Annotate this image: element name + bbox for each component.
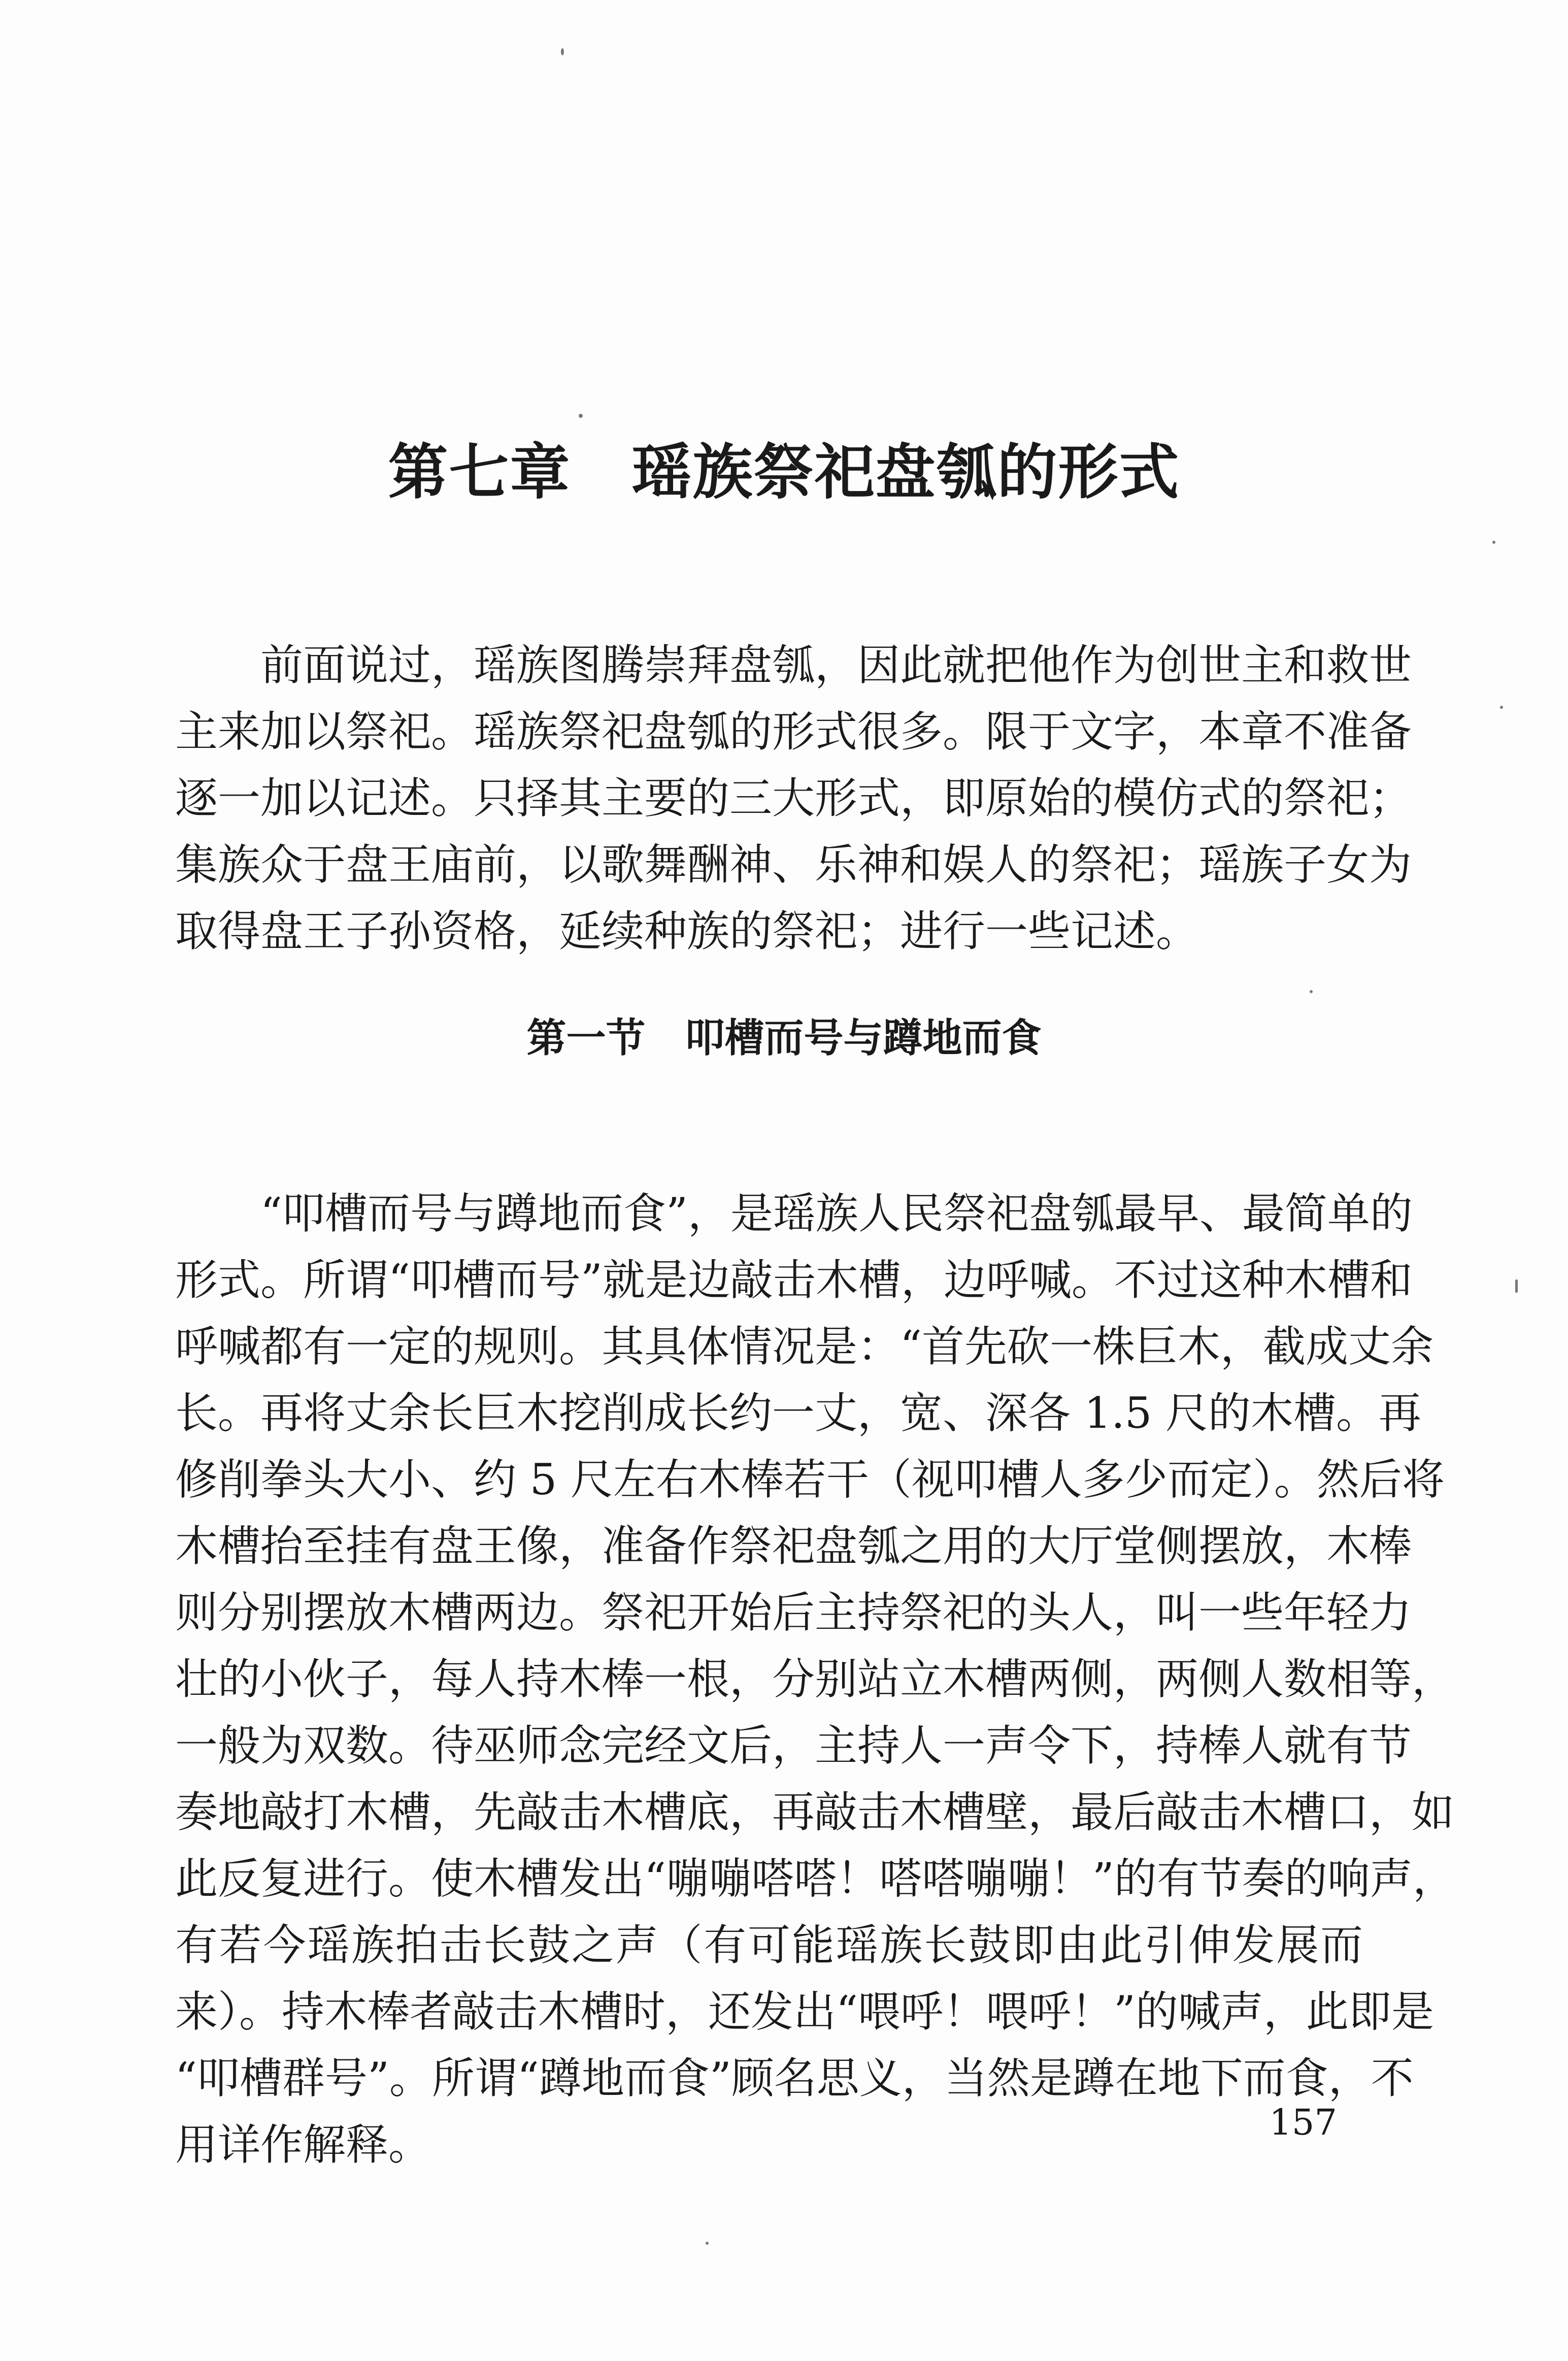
intro-paragraph [175, 632, 1412, 965]
intro-line: 主来加以祭祀。瑶族祭祀盘瓠的形式很多。限于文字，本章不准备 [175, 707, 1412, 757]
body-paragraph [175, 1180, 1455, 2178]
body-line: 木槽抬至挂有盘王像，准备作祭祀盘瓠之用的大厅堂侧摆放，木棒 [175, 1521, 1412, 1571]
intro-line: 取得盘王子孙资格，延续种族的祭祀；进行一些记述。 [175, 906, 1199, 956]
scan-speck [579, 414, 583, 418]
body-line: 则分别摆放木槽两边。祭祀开始后主持祭祀的头人，叫一些年轻力 [175, 1588, 1412, 1637]
body-line: 修削拳头大小、约 5 尺左右木棒若干（视叩槽人多少而定）。然后将 [175, 1455, 1445, 1504]
scan-speck [561, 48, 564, 55]
body-line: “叩槽而号与蹲地而食”，是瑶族人民祭祀盘瓠最早、最简单的 [175, 1189, 1413, 1238]
body-line: 有若今瑶族拍击长鼓之声（有可能瑶族长鼓即由此引伸发展而 [175, 1920, 1363, 1970]
body-line: 形式。所谓“叩槽而号”就是边敲击木槽，边呼喊。不过这种木槽和 [175, 1255, 1413, 1305]
scan-speck [706, 2242, 709, 2245]
body-line: 一般为双数。待巫师念完经文后，主持人一声令下，持棒人就有节 [175, 1721, 1412, 1770]
body-line: 呼喊都有一定的规则。其具体情况是：“首先砍一株巨木，截成丈余 [175, 1322, 1433, 1371]
intro-line: 逐一加以记述。只择其主要的三大形式，即原始的模仿式的祭祀； [175, 773, 1412, 823]
chapter-title: 第七章 瑶族祭祀盘瓠的形式 [388, 437, 1180, 507]
page-number: 157 [1269, 2102, 1337, 2143]
body-line: 壮的小伙子，每人持木棒一根，分别站立木槽两侧，两侧人数相等， [175, 1654, 1455, 1704]
section-title: 第一节 叩槽而号与蹲地而食 [526, 1015, 1042, 1061]
body-line: 此反复进行。使木槽发出“嘣嘣嗒嗒！嗒嗒嘣嘣！”的有节奏的响声， [175, 1854, 1455, 1904]
body-line: 用详作解释。 [175, 2120, 431, 2170]
body-line: 长。再将丈余长巨木挖削成长约一丈，宽、深各 1.5 尺的木槽。再 [175, 1388, 1421, 1438]
scan-speck [1500, 706, 1503, 709]
body-line: 来）。持木棒者敲击木槽时，还发出“喂呼！喂呼！”的喊声，此即是 [175, 1987, 1434, 2037]
scan-speck [1492, 541, 1495, 544]
body-line: 奏地敲打木槽，先敲击木槽底，再敲击木槽壁，最后敲击木槽口，如 [175, 1787, 1455, 1837]
body-line: “叩槽群号”。所谓“蹲地而食”顾名思义，当然是蹲在地下而食，不 [175, 2053, 1414, 2103]
intro-line: 集族众于盘王庙前，以歌舞酬神、乐神和娱人的祭祀；瑶族子女为 [175, 840, 1412, 890]
scan-speck [1515, 1280, 1518, 1293]
scan-speck [1310, 990, 1313, 993]
intro-line: 前面说过，瑶族图腾崇拜盘瓠，因此就把他作为创世主和救世 [175, 640, 1412, 690]
